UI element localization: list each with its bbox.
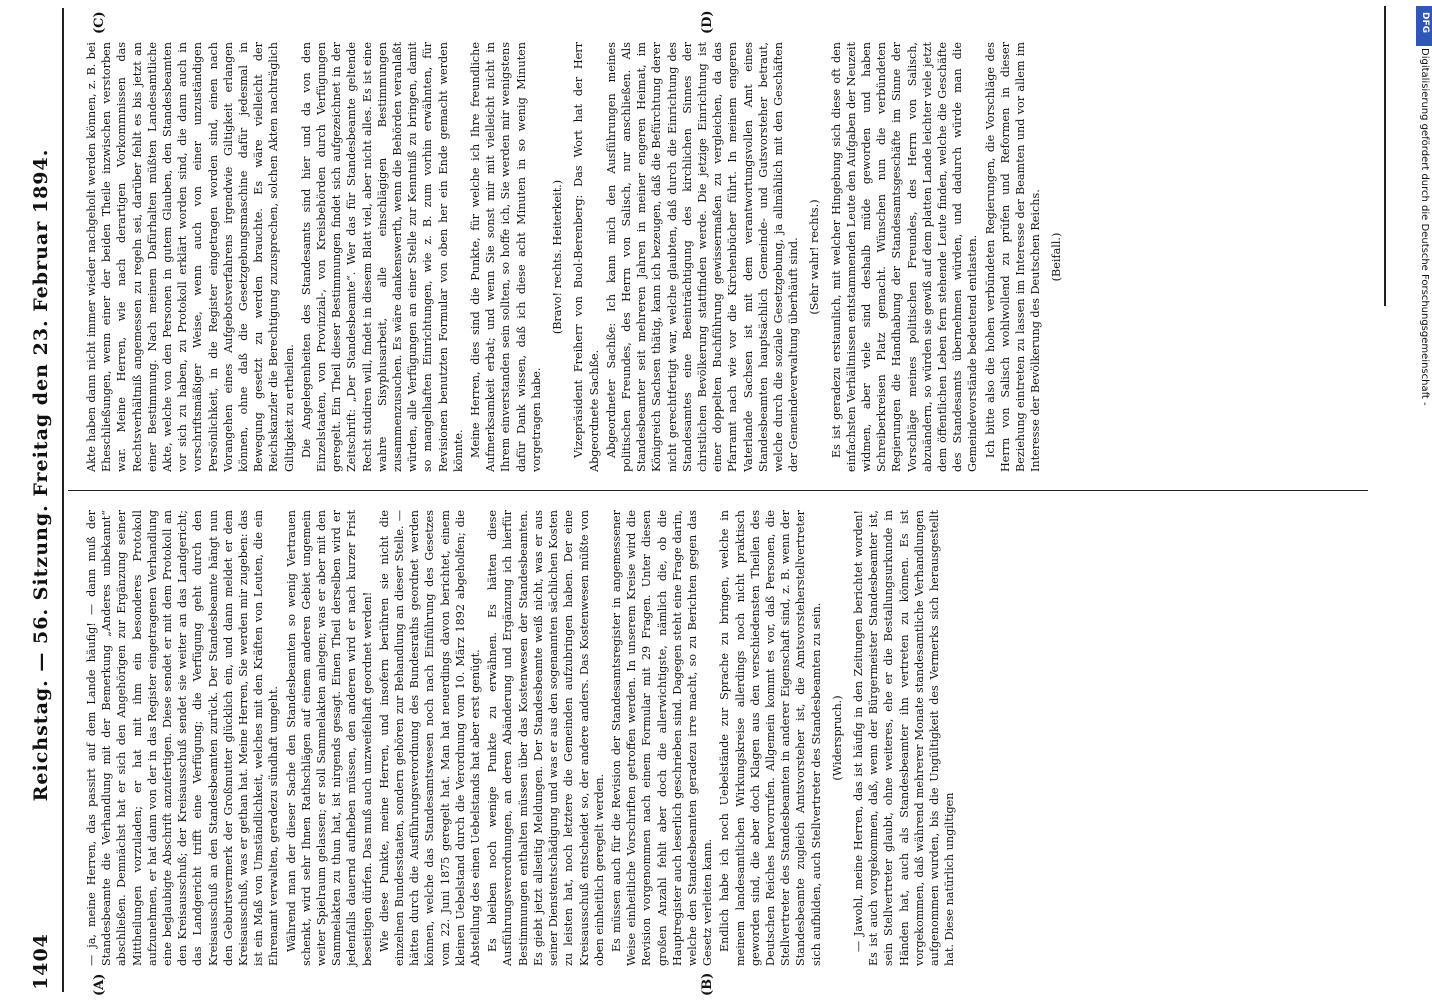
running-title: Reichstag. — 56. Sitzung. Freitag den 23. Februar 1894.	[30, 148, 52, 802]
right-interjection: (Sehr wahr! rechts.)	[808, 199, 822, 315]
left-paragraph-8: — Jawohl, meine Herren, das ist häufig in den Zeitungen berichtet worden! Es ist auch vorgekommen, daß, wenn der Bürgermeister Standesbeamter ist, sein Stellvertreter glaubt, ohne weiteres, ehe er die Bestallungsurkunde in Händen hat, auch als Standesbeamter ihn vertreten zu können. Es ist vorgekommen, daß während mehrerer Monate standesamtliche Verhandlungen aufgenommen wurden, bis die Ungültigkeit des Vermerks sich herausgestellt hat. Diese natürlich ungiltigen	[851, 510, 957, 966]
right-paragraph-3: Meine Herren, dies sind die Punkte, für welche ich Ihre freundliche Aufmerksamkeit erbat; und wenn Sie sonst mir mit vielleicht nicht in Ihrem einverstanden sein sollten, so hoffe ich, Sie werden mir wenigstens dafür Dank wissen, daß ich diese acht Minuten in so wenig Minuten vorgetragen habe.	[469, 42, 543, 472]
header-rule	[62, 8, 64, 992]
column-divider	[68, 490, 1368, 491]
page-header	[0, 0, 64, 1000]
margin-marker-a: (A)	[92, 973, 107, 996]
right-applause-2: (Beifall.)	[1050, 232, 1064, 282]
left-interjection: (Widerspruch.)	[830, 695, 844, 781]
right-paragraph-8: Es ist geradezu erstaunlich, mit welcher Hingebung sich diese oft den einfachsten Verhältnissen entstammenden Leute den Aufgaben der Neuzeit widmen, aber viele sind deshalb müde geworden und haben Schreiberkreisen Platz gemacht. Wünschen nun die verbündeten Regierungen die Handhabung der Standesamtsgeschäfte im Sinne der Vorschläge meines politischen Freundes, des Herrn von Salisch, abzuändern, so würden sie gewiß auf dem platten Lande leichter viele jetzt dem öffentlichen Leben fern stehende Leute finden, welche die Geschäfte des Standesamts übernehmen würden, und dadurch würde man die Gemeindevorstände bedeutend entlasten.	[829, 42, 980, 472]
digitization-note-box	[1418, 48, 1432, 748]
right-column	[84, 42, 1071, 472]
margin-marker-d: (D)	[700, 10, 715, 34]
left-paragraph-1: — ja, meine Herren, das passirt auf dem Lande häufig! — dann muß der Standesbeamte die Verhandlung mit der Bemerkung „Anderes unbekannt“ abschließen. Demnächst hat er sich den Angehörigen zur Ergänzung seiner Mittheilungen vorzuladen; er hat mit ihm ein besonderes Protokoll aufzunehmen, er hat dann von der in das Register eingetragenen Verhandlung eine beglaubigte Abschrift anzufertigen. Diese sendet er mit dem Protokoll an den Kreisausschuß; der Kreisausschuß sendet sie weiter an das Landgericht; das Landgericht trifft eine Verfügung; die Verfügung geht durch den Kreisausschuß an den Standesbeamten zurück. Der Standesbeamte hängt nun den Geburtsvermerk der Großmutter glücklich ein, und dann meldet er dem Kreisausschuß, was er gethan hat. Meine Herren, Sie werden mir zugeben: das ist ein Maß von Umständlichkeit, welches mit den Kräften von Leuten, die ein Ehrenamt verwalten, geradezu sündhaft umgeht.	[85, 510, 281, 966]
right-paragraph-6: Abgeordneter Sachße: Ich kann mich den Ausführungen meines politischen Freundes, des Herrn von Salisch, nur anschließen. Als Standesbeamter seit mehreren Jahren in meiner engeren Heimat, im Königreich Sachsen thätig, kann ich bezeugen, daß die Befürchtung derer nicht gerechtfertigt war, welche glaubten, daß durch die Einrichtung des Standesamtes eine Beeinträchtigung des kirchlichen Sinnes der christlichen Bevölkerung stattfinden werde. Die jetzige Einrichtung ist einer doppelten Buchführung gewissermaßen zu vergleichen, da das Pfarramt nach wie vor die Kirchenbücher führt. In meinem engeren Vaterlande Sachsen ist mit dem verantwortungsvollen Amt eines Standesbeamten hauptsächlich Gemeinde- und Gutsvorsteher betraut, welche durch die soziale Gesetzgebung, ja allmählich mit den Geschäften der Gemeindeverwaltung überhäuft sind.	[604, 42, 801, 472]
dfg-label: DFG	[1420, 12, 1430, 34]
left-paragraph-3: Wie diese Punkte, meine Herren, und insofern berühren sie nicht die einzelnen Bundesstaaten, sondern gehören zur Behandlung an dieser Stelle. — hätten durch die Ausführungsverordnung des Bundesraths geordnet werden können, welche das Standesamtswesen noch nach Einführung des Gesetzes vom 22. Juni 1875 geregelt hat. Man hat neuerdings davon berichtet, einem kleinen Uebelstand durch die Verordnung vom 10. März 1892 abgeholfen; die Abstellung des einen Uebelstands hat aber erst genügt.	[377, 510, 483, 966]
left-paragraph-4: Es bleiben noch wenige Punkte zu erwähnen. Es hätten diese Ausführungsverordnungen, an deren Abänderung und Ergänzung ich hierfür Bestimmungen enthalten müssen über das Kostenwesen der Standesbeamten. Es giebt jetzt allseitig Meldungen. Der Standesbeamte weiß nicht, was er aus seiner Dienstentschädigung und was er aus den sogenannten sächlichen Kosten zu leisten hat, noch letztere die Gemeinden aufzubringen haben. Der eine Kreisausschuß entscheidet so, der andere anders. Das Kostenwesen müßte von oben einheitlich geregelt werden.	[486, 510, 606, 966]
left-paragraph-6: Endlich habe ich noch Uebelstände zur Sprache zu bringen, welche in meinem landesamtlichen Wirkungskreise allerdings noch nicht praktisch geworden sind, die aber doch Klagen aus den verschiedensten Theilen des Deutschen Reiches hervorrufen. Allgemein kommt es vor, daß Personen, die Stellvertreter des Standesbeamten in anderer Eigenschaft sind, z. B. wenn der Standesbeamte zugleich Amtsvorsteher ist, die Amtsvorsteherstellvertreter sich aufbilden, auch Stellvertreter des Standesbeamten zu sein.	[718, 510, 823, 966]
page-number: 1404	[30, 933, 52, 990]
right-paragraph-2: Die Angelegenheiten des Standesamts sind hier und da von den Einzelstaaten, von Provinzial-, von Kreisbehörden durch Verfügungen geregelt. Ein Theil dieser Bestimmungen findet sich aufgezeichnet in der Zeitschrift: „Der Standesbeamte“. Wer das für Standesbeamte geltende Recht studiren will, findet in diesem Blatt viel, aber nicht alles. Es ist eine wahre Sisyphusarbeit, alle einschlägigen Bestimmungen zusammenzusuchen. Es wäre dankenswerth, wenn die Behörden veranlaßt würden, alle Verfügungen an einer Stelle zur Kenntniß zu bringen, damit so mangelhaften Einrichtungen, wie z. B. zum vorhin erwähnten, für Revisionen benutzten Formular von oben her ein Ende gemacht werden könnte.	[299, 42, 465, 472]
left-paragraph-5: Es müssen auch für die Revision der Standesamtsregister in angemessener Weise einheitliche Vorschriften getroffen werden. In unserem Kreise wird die Revision vorgenommen nach einem Formular mit 29 Fragen. Unter diesen großen Anzahl fehlt aber doch die allerwichtigste, nämlich die, ob die Hauptregister auch leserlich geschrieben sind. Dagegen steht eine Frage darin, welche den Standesbeamten geradezu irre macht, so zu Berichten gegen das Gesetz verleiten kann.	[609, 510, 715, 966]
left-paragraph-2: Während man der dieser Sache den Standesbeamten so wenig Vertrauen schenkt, wird sehr Ihnen Rathschlägen auf einem anderen Gebiet ungemein weiter Spielraum gelassen; er soll Sammelakten anlegen; was er aber mit den Sammelakten zu thun hat, ist nirgends gesagt. Einen Theil derselben wird er jedenfalls dauernd aufheben müssen, den anderen wird er nach kurzer Frist beseitigen dürfen. Das muß auch unzweifelhaft geordnet werden!	[284, 510, 374, 966]
dfg-badge	[1416, 6, 1432, 46]
margin-marker-b: (B)	[700, 972, 715, 996]
right-applause-1: (Bravo! rechts. Heiterkeit.)	[551, 179, 565, 335]
right-paragraph-9: Ich bitte also die hohen verbündeten Regierungen, die Vorschläge des Herrn von Salisch wohlwollend zu prüfen und Reformen in dieser Beziehung eintreten zu lassen im Interesse der Beamten und vor allem im Interesse der Bevölkerung des Deutschen Reichs.	[983, 42, 1043, 472]
margin-marker-c: (C)	[92, 11, 107, 34]
digitization-note: Digitalisierung gefördert durch die Deutsche Forschungsgemeinschaft -	[1419, 48, 1430, 406]
right-speaker-intro: Vizepräsident Freiherr von Buol-Berenberg: Das Wort hat der Herr Abgeordnete Sachße.	[572, 42, 601, 472]
left-column	[84, 510, 959, 966]
right-edge-rule	[1384, 6, 1396, 306]
right-paragraph-1: Akte haben dann nicht immer wieder nachgeholt werden können, z. B. bei Eheschließungen, wenn einer der beiden Theile inzwischen verstorben war. Meine Herren, wie nach derartigen Vorkommnissen das Rechtsverhältniß angemessen zu regeln sei, darüber fehlt es bis jetzt an einer Bestimmung. Nach meinem Dafürhalten müßten Landesamtliche Akte, welche von den Personen in gutem Glauben, den Standesbeamten vor sich zu haben, zu Protokoll erklärt worden sind, die dann auch in vorschriftsmäßiger Weise, wenn auch von einer unzuständigen Persönlichkeit, in die Register eingetragen worden sind, einen nach Vorangehen eines Aufgebotsverfahrens irgendwie Giltigkeit erlangen können, ohne daß die Gesetzgebungsmaschine dafür jedesmal in Bewegung gesetzt zu werden brauchte. Es wäre vielleicht der Reichskanzler die Berechtigung zuzusprechen, solchen Akten nachträglich Giltigkeit zu ertheilen.	[85, 42, 296, 472]
